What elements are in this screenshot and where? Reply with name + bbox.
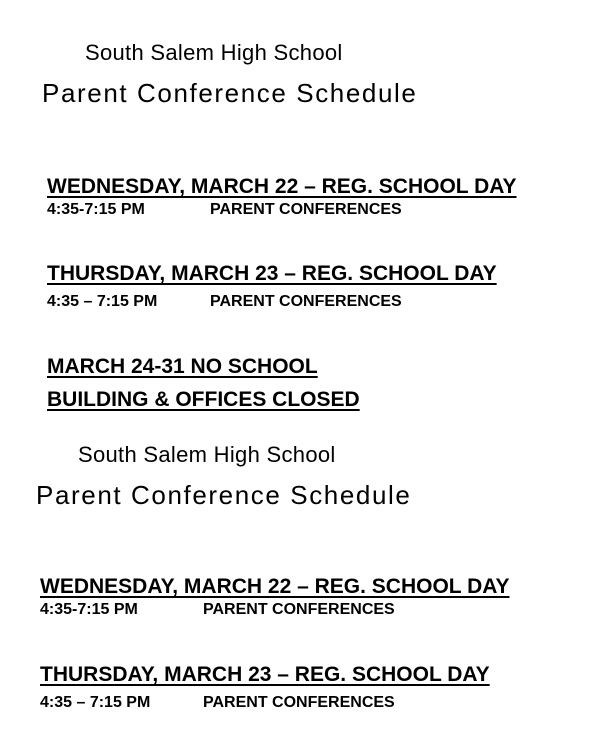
time-thursday: 4:35 – 7:15 PM [47, 293, 158, 310]
time-wednesday: 4:35-7:15 PM [47, 201, 145, 218]
event-thursday: PARENT CONFERENCES [210, 293, 402, 310]
school-name: South Salem High School [85, 40, 343, 65]
closure-dates: MARCH 24-31 NO SCHOOL [47, 355, 318, 378]
schedule-title: Parent Conference Schedule [36, 480, 412, 510]
school-name: South Salem High School [78, 442, 336, 467]
event-wednesday: PARENT CONFERENCES [203, 601, 395, 618]
day-heading-thursday: THURSDAY, MARCH 23 – REG. SCHOOL DAY [47, 262, 497, 285]
time-wednesday: 4:35-7:15 PM [40, 601, 138, 618]
schedule-title: Parent Conference Schedule [42, 78, 418, 108]
event-wednesday: PARENT CONFERENCES [210, 201, 402, 218]
closure-buildings: BUILDING & OFFICES CLOSED [47, 388, 360, 411]
time-thursday: 4:35 – 7:15 PM [40, 694, 151, 711]
event-thursday: PARENT CONFERENCES [203, 694, 395, 711]
day-heading-wednesday: WEDNESDAY, MARCH 22 – REG. SCHOOL DAY [47, 175, 517, 198]
day-heading-wednesday: WEDNESDAY, MARCH 22 – REG. SCHOOL DAY [40, 575, 510, 598]
day-heading-thursday: THURSDAY, MARCH 23 – REG. SCHOOL DAY [40, 663, 490, 686]
